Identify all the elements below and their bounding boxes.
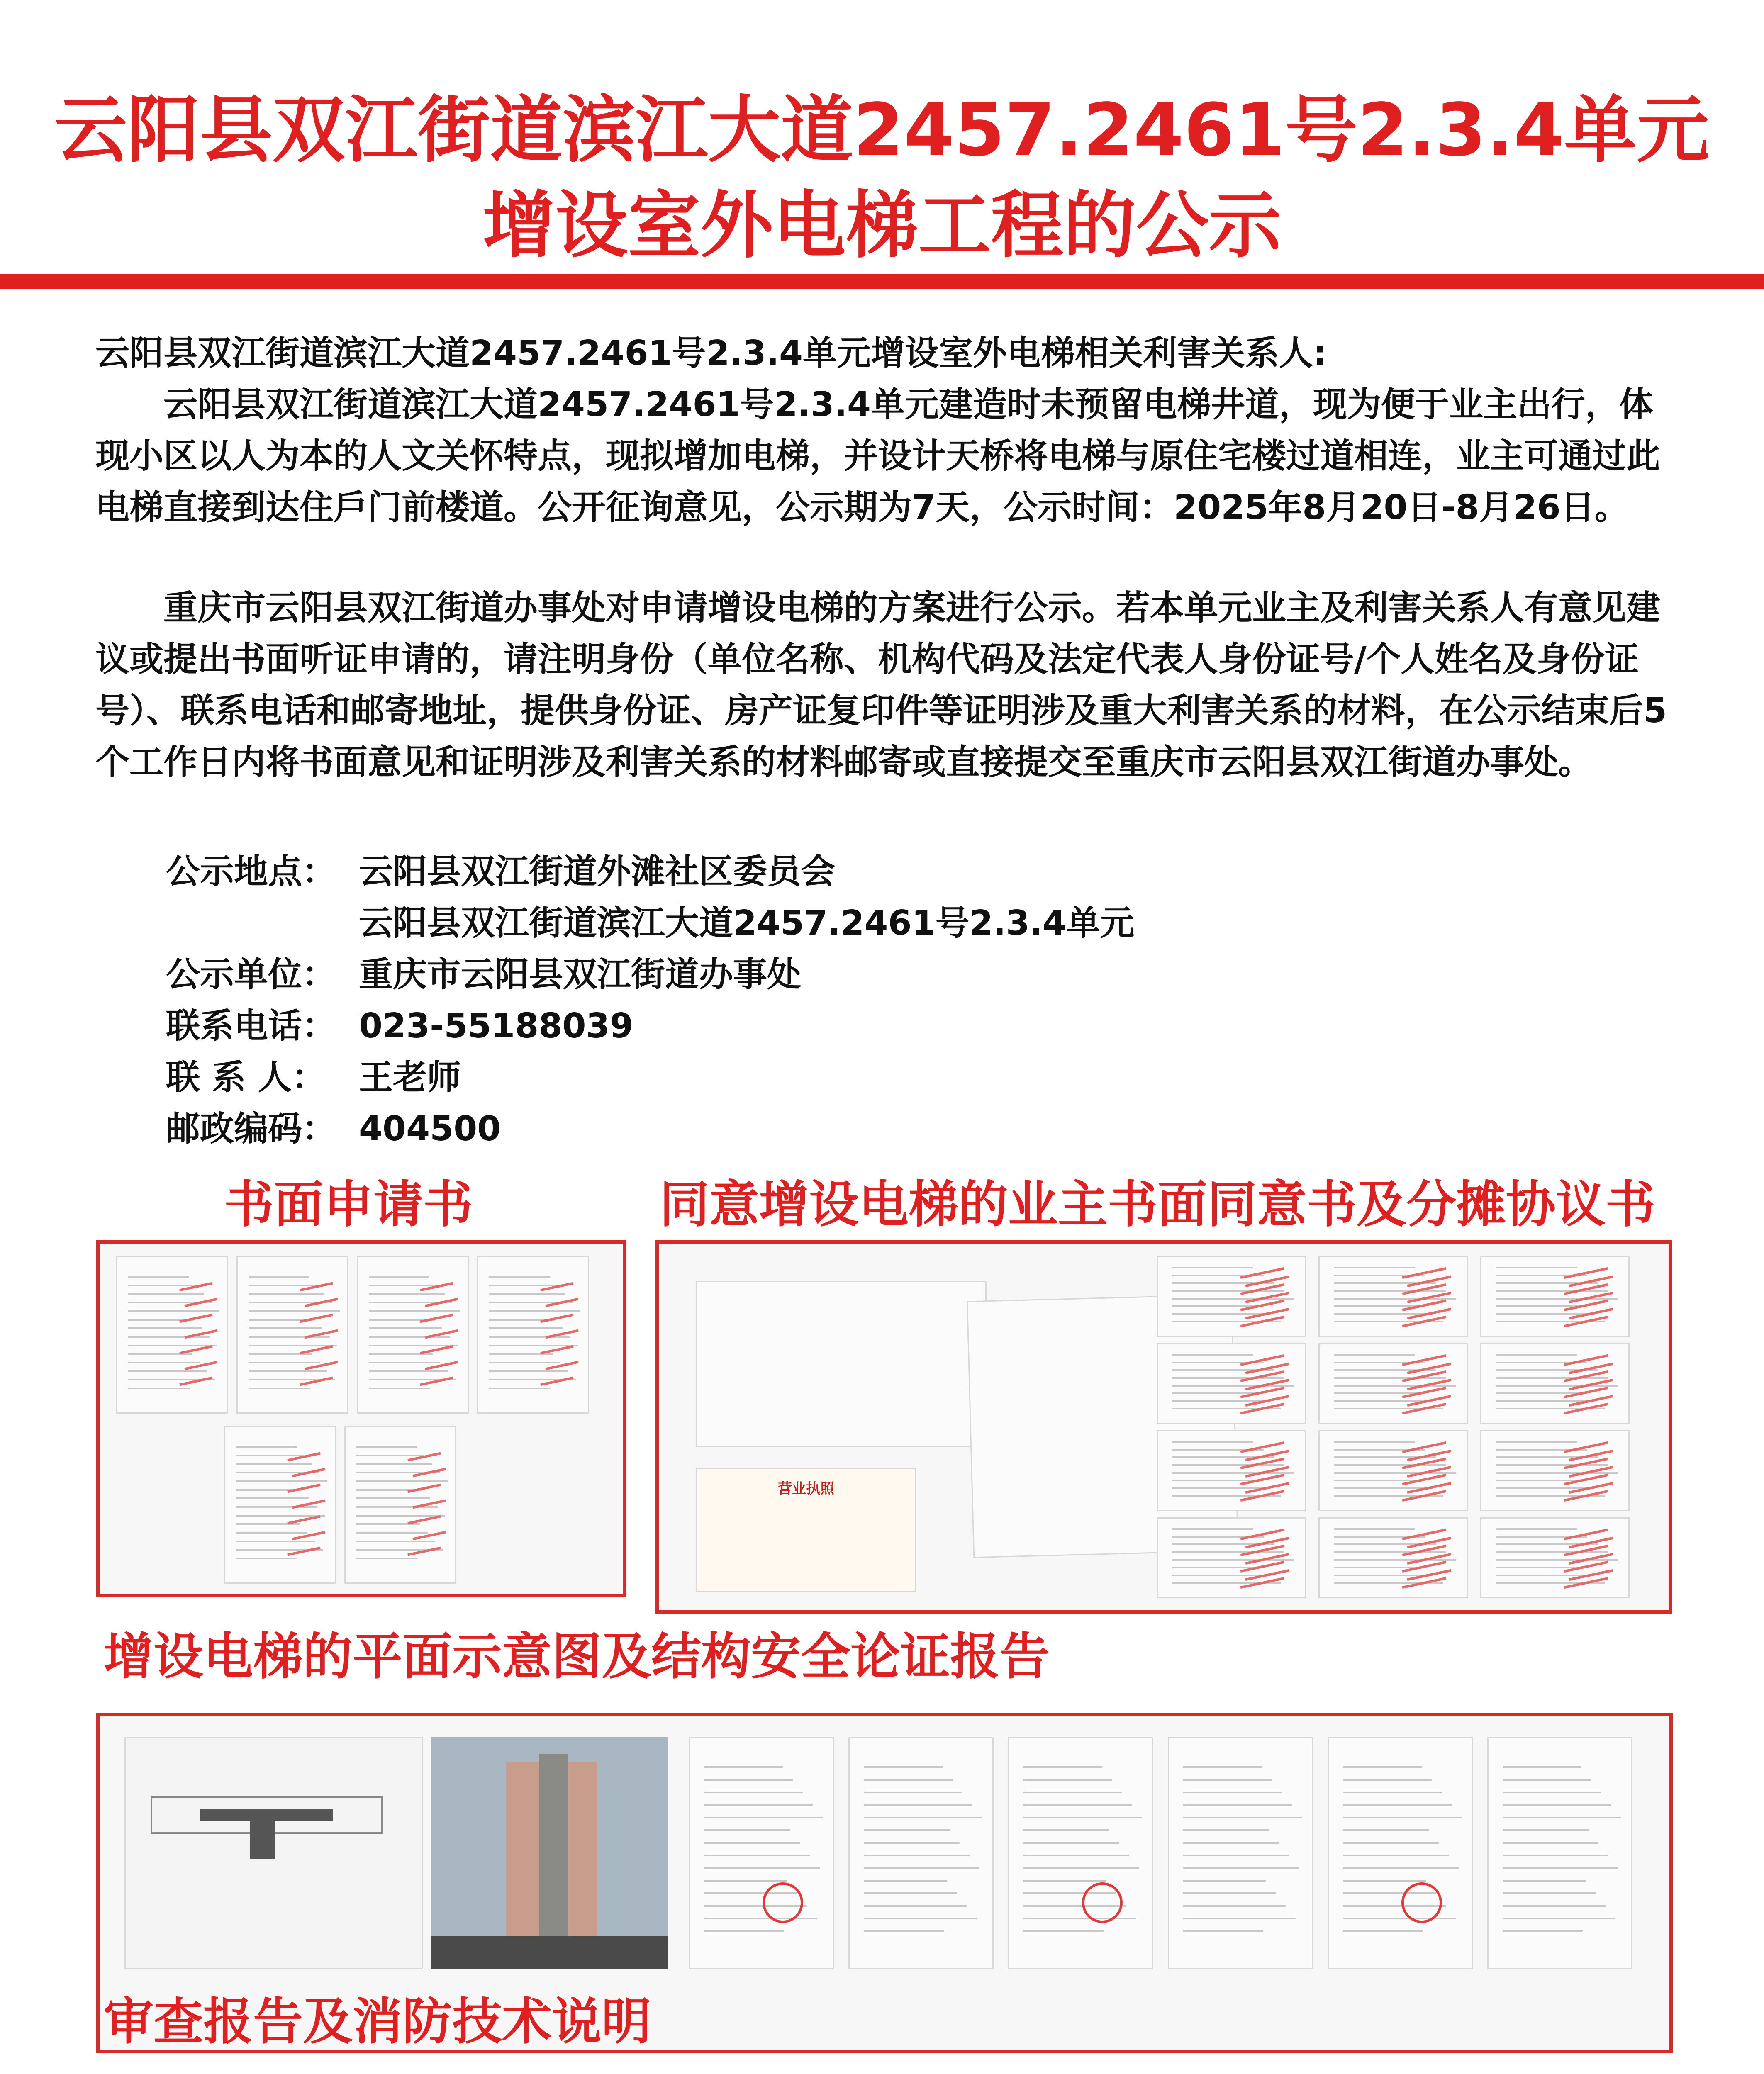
person-value: 王老师 [359, 1058, 461, 1097]
document-text-line [864, 1918, 977, 1919]
document-text-line [369, 1327, 442, 1329]
document-text-line [1172, 1354, 1253, 1356]
document-text-line [1496, 1298, 1618, 1300]
document-text-line [128, 1362, 200, 1363]
structural-report-page [848, 1737, 994, 1969]
document-text-line [236, 1446, 296, 1448]
document-text-line [369, 1345, 458, 1346]
document-text-line [1023, 1930, 1104, 1932]
document-text-line [1334, 1267, 1415, 1268]
document-text-line [1496, 1354, 1577, 1356]
document-text-line [1343, 1829, 1428, 1831]
document-text-line [1343, 1880, 1426, 1882]
signature-mark [179, 1377, 212, 1386]
contact-person [166, 1052, 461, 1103]
document-text-line [1496, 1559, 1618, 1561]
location-label: 公示地点： [166, 852, 336, 891]
signature-mark [1402, 1441, 1447, 1453]
document-text-line [236, 1480, 327, 1482]
document-text-line [1183, 1779, 1272, 1781]
document-text-line [128, 1310, 219, 1312]
document-text-line [704, 1804, 812, 1806]
application-form-page [236, 1256, 348, 1414]
document-text-line [1172, 1472, 1294, 1474]
document-text-line [1023, 1867, 1139, 1869]
document-text-line [864, 1766, 942, 1768]
document-text-line [1183, 1855, 1289, 1856]
signature-mark [407, 1452, 441, 1462]
document-text-line [1496, 1551, 1608, 1553]
document-text-line [489, 1285, 557, 1286]
owner-consent-page [1480, 1343, 1630, 1424]
document-text-line [704, 1880, 787, 1882]
document-text-line [1496, 1385, 1618, 1387]
document-text-line [1343, 1918, 1456, 1919]
document-text-line [864, 1779, 952, 1781]
document-text-line [369, 1276, 429, 1278]
signature-mark [300, 1314, 333, 1323]
document-text-line [1503, 1918, 1615, 1919]
postcode-label: 邮政编码： [166, 1109, 336, 1149]
document-text-line [704, 1817, 823, 1818]
document-text-line [1172, 1385, 1294, 1387]
owner-consent-page [1480, 1517, 1630, 1598]
section-title-review: 审查报告及消防技术说明 [104, 1993, 651, 2051]
document-text-line [369, 1310, 460, 1312]
document-text-line [1503, 1880, 1586, 1882]
document-text-line [236, 1558, 297, 1559]
signature-mark [179, 1282, 212, 1292]
document-text-line [1023, 1918, 1136, 1919]
document-text-line [1503, 1829, 1588, 1831]
document-text-line [1183, 1892, 1276, 1894]
signature-mark [407, 1484, 441, 1493]
document-text-line [1334, 1464, 1446, 1466]
document-text-line [236, 1506, 317, 1508]
signature-mark [1240, 1529, 1285, 1540]
document-text-line [489, 1336, 570, 1338]
location-value-1: 云阳县双江街道外滩社区委员会 [359, 852, 836, 891]
document-text-line [356, 1532, 428, 1534]
signature-mark [1402, 1267, 1447, 1279]
document-text-line [1172, 1377, 1284, 1379]
document-text-line [369, 1388, 430, 1389]
contact-unit [166, 949, 801, 1000]
signature-mark [1240, 1441, 1285, 1453]
building-photo [431, 1737, 668, 1969]
owner-consent-page [1480, 1256, 1630, 1337]
document-text-line [1023, 1842, 1119, 1844]
unit-value: 重庆市云阳县双江街道办事处 [359, 955, 802, 994]
document-text-line [1334, 1472, 1456, 1474]
signature-mark [420, 1377, 453, 1386]
owner-consent-page [1318, 1256, 1468, 1337]
document-text-line [128, 1285, 196, 1286]
document-text-line [1343, 1792, 1441, 1793]
section-title-consent: 同意增设电梯的业主书面同意书及分摊协议书 [660, 1176, 1655, 1234]
document-text-line [128, 1370, 207, 1372]
document-text-line [1023, 1817, 1142, 1818]
document-text-line [1496, 1290, 1608, 1292]
document-text-line [1496, 1464, 1608, 1466]
document-text-line [236, 1497, 309, 1499]
document-text-line [1023, 1804, 1132, 1806]
document-text-line [1343, 1930, 1423, 1932]
phone-label: 联系电话： [166, 1006, 336, 1046]
document-text-line [1503, 1817, 1621, 1818]
document-text-line [704, 1766, 782, 1768]
document-text-line [128, 1293, 204, 1295]
document-text-line [1172, 1290, 1284, 1292]
title-divider [0, 274, 1764, 289]
structural-report-page [1487, 1737, 1632, 1969]
document-text-line [249, 1370, 327, 1372]
notice-title-line1: 云阳县双江街道滨江大道2457.2461号2.3.4单元 [54, 88, 1710, 173]
signature-mark [1564, 1441, 1608, 1453]
document-text-line [1343, 1817, 1462, 1818]
document-text-line [489, 1345, 578, 1346]
signature-mark [300, 1377, 333, 1386]
document-text-line [489, 1293, 565, 1295]
document-text-line [236, 1532, 307, 1534]
signature-mark [287, 1515, 320, 1525]
structural-report-page [689, 1737, 834, 1969]
signature-mark [407, 1515, 441, 1525]
document-text-line [128, 1388, 190, 1389]
document-text-line [489, 1388, 551, 1389]
document-text-line [1496, 1528, 1577, 1530]
document-text-line [1503, 1804, 1611, 1806]
signature-mark [407, 1547, 441, 1556]
document-text-line [369, 1336, 450, 1338]
signature-mark [287, 1452, 320, 1462]
postcode-value: 404500 [359, 1109, 501, 1149]
document-text-line [489, 1327, 563, 1329]
document-text-line [1172, 1464, 1284, 1466]
document-text-line [1343, 1842, 1438, 1844]
credit-certificate-image [696, 1281, 987, 1447]
signature-mark [300, 1345, 333, 1355]
document-text-line [864, 1892, 957, 1894]
document-text-line [1334, 1441, 1415, 1443]
document-text-line [1172, 1559, 1294, 1561]
business-license-title: 营业执照 [778, 1480, 834, 1497]
signature-mark [420, 1345, 453, 1355]
signature-mark [1402, 1354, 1447, 1366]
document-text-line [128, 1336, 209, 1338]
document-text-line [1183, 1792, 1282, 1793]
document-text-line [489, 1276, 549, 1278]
elevator-floor-plan-image [124, 1737, 423, 1969]
signature-mark [1564, 1529, 1608, 1540]
signature-mark [420, 1282, 453, 1292]
document-text-line [128, 1327, 202, 1329]
signature-mark [540, 1377, 573, 1386]
application-form-page [357, 1256, 469, 1414]
signature-mark [1402, 1529, 1447, 1540]
document-text-line [864, 1792, 962, 1793]
signature-mark [287, 1547, 320, 1556]
document-text-line [128, 1345, 217, 1346]
document-text-line [356, 1455, 424, 1456]
notice-addressee: 云阳县双江街道滨江大道2457.2461号2.3.4单元增设室外电梯相关利害关系人: [95, 333, 1327, 373]
document-text-line [1183, 1918, 1296, 1919]
document-text-line [704, 1842, 799, 1844]
document-text-line [1496, 1472, 1618, 1474]
document-text-line [356, 1558, 418, 1559]
document-text-line [1343, 1804, 1451, 1806]
person-label: 联 系 人： [166, 1058, 326, 1097]
notice-paragraph-1: 云阳县双江街道滨江大道2457.2461号2.3.4单元建造时未预留电梯井道，现为便于业主出行，体现小区以人为本的人文关怀特点，现拟增加电梯，并设计天桥将电梯与原住宅楼过道相连，业主可通过此电梯直接到达住戶门前楼道。公开征询意见，公示期为7天，公示时间：2025年8月20日-8月26日。 [95, 385, 1661, 527]
document-text-line [1334, 1551, 1446, 1553]
document-text-line [1343, 1855, 1449, 1856]
document-text-line [1343, 1766, 1421, 1768]
red-seal-stamp [1401, 1882, 1442, 1923]
document-text-line [249, 1310, 339, 1312]
red-seal-stamp [1082, 1882, 1123, 1923]
document-text-line [489, 1310, 580, 1312]
document-text-line [1503, 1792, 1601, 1793]
owner-consent-page [1318, 1343, 1468, 1424]
document-text-line [1334, 1290, 1446, 1292]
document-text-line [704, 1918, 817, 1919]
document-text-line [249, 1285, 317, 1286]
notice-paragraph-2: 重庆市云阳县双江街道办事处对申请增设电梯的方案进行公示。若本单元业主及利害关系人有意见建议或提出书面听证申请的，请注明身份（单位名称、机构代码及法定代表人身份证号/个人姓名及身份证号）、联系电话和邮寄地址，提供身份证、房产证复印件等证明涉及重大利害关系的材料，在公示结束后5个工作日内将书面意见和证明涉及利害关系的材料邮寄或直接提交至重庆市云阳县双江街道办事处。 [95, 588, 1667, 782]
owner-consent-page [1157, 1430, 1306, 1511]
document-text-line [369, 1293, 444, 1295]
document-text-line [1023, 1829, 1109, 1831]
owner-consent-page [1480, 1430, 1630, 1511]
document-text-line [1183, 1867, 1299, 1869]
document-text-line [704, 1829, 789, 1831]
location-value-2: 云阳县双江街道滨江大道2457.2461号2.3.4单元 [359, 903, 1135, 943]
owner-consent-page [1157, 1517, 1306, 1598]
document-text-line [1023, 1766, 1102, 1768]
document-text-line [864, 1867, 979, 1869]
document-text-line [1183, 1930, 1263, 1932]
consent-docs-panel [655, 1240, 1672, 1614]
signature-mark [300, 1282, 333, 1292]
document-text-line [1334, 1377, 1446, 1379]
structural-report-page [1328, 1737, 1473, 1969]
document-text-line [369, 1362, 440, 1363]
document-text-line [1183, 1842, 1279, 1844]
signature-mark [540, 1314, 573, 1323]
document-text-line [704, 1855, 810, 1856]
document-text-line [1334, 1298, 1456, 1300]
owner-consent-page [1157, 1256, 1306, 1337]
document-text-line [249, 1362, 320, 1363]
document-text-line [356, 1497, 430, 1499]
red-seal-stamp [763, 1882, 803, 1923]
document-text-line [1023, 1779, 1112, 1781]
document-text-line [704, 1792, 802, 1793]
application-docs-panel [96, 1240, 626, 1597]
document-text-line [1503, 1930, 1583, 1932]
document-text-line [236, 1455, 304, 1456]
application-form-page [344, 1426, 456, 1584]
unit-label: 公示单位： [166, 955, 336, 994]
document-text-line [1496, 1267, 1577, 1268]
document-text-line [704, 1867, 820, 1869]
document-text-line [489, 1370, 568, 1372]
document-text-line [1334, 1385, 1456, 1387]
document-text-line [1183, 1766, 1262, 1768]
business-license-image [696, 1468, 916, 1592]
document-text-line [1503, 1842, 1598, 1844]
signature-mark [287, 1484, 320, 1493]
document-text-line [864, 1880, 947, 1882]
document-text-line [1023, 1792, 1122, 1793]
floor-plan-elevator-shaft [250, 1821, 275, 1859]
owner-consent-page [1157, 1343, 1306, 1424]
document-text-line [1183, 1905, 1286, 1907]
signature-mark [179, 1345, 212, 1355]
document-text-line [1496, 1377, 1608, 1379]
contact-location-2 [166, 898, 1134, 949]
document-text-line [704, 1930, 784, 1932]
document-text-line [369, 1285, 437, 1286]
document-text-line [128, 1276, 188, 1278]
signature-mark [179, 1314, 212, 1323]
document-text-line [1023, 1855, 1129, 1856]
document-text-line [356, 1515, 445, 1517]
document-text-line [864, 1829, 949, 1831]
document-text-line [864, 1855, 970, 1856]
notice-title-line2: 增设室外电梯工程的公示 [482, 184, 1282, 268]
document-text-line [1503, 1779, 1591, 1781]
elevator-tower [539, 1754, 568, 1945]
section-title-plan: 增设电梯的平面示意图及结构安全论证报告 [104, 1628, 1050, 1686]
document-text-line [236, 1541, 315, 1542]
document-text-line [1343, 1867, 1459, 1869]
floor-plan-corridor [200, 1809, 333, 1821]
document-text-line [236, 1515, 325, 1517]
document-text-line [249, 1345, 337, 1346]
document-text-line [864, 1905, 967, 1907]
document-text-line [864, 1817, 982, 1818]
signature-mark [420, 1314, 453, 1323]
document-text-line [356, 1480, 447, 1482]
document-text-line [864, 1804, 972, 1806]
document-text-line [249, 1336, 329, 1338]
document-text-line [356, 1541, 435, 1542]
document-text-line [1172, 1528, 1253, 1530]
application-form-page [477, 1256, 589, 1414]
document-text-line [249, 1276, 309, 1278]
document-text-line [1172, 1267, 1253, 1268]
document-text-line [369, 1370, 448, 1372]
contact-phone [166, 1000, 633, 1052]
document-text-line [236, 1463, 312, 1465]
document-text-line [1183, 1817, 1302, 1818]
structural-report-page [1008, 1737, 1153, 1969]
owner-consent-page [1318, 1517, 1468, 1598]
document-text-line [356, 1506, 437, 1508]
document-text-line [249, 1293, 324, 1295]
application-form-page [116, 1256, 228, 1414]
document-text-line [1334, 1528, 1415, 1530]
section-title-application: 书面申请书 [224, 1176, 473, 1234]
document-text-line [864, 1930, 944, 1932]
document-text-line [1503, 1867, 1618, 1869]
document-text-line [1183, 1804, 1291, 1806]
document-text-line [1172, 1441, 1253, 1443]
document-text-line [1334, 1559, 1456, 1561]
document-text-line [1496, 1441, 1577, 1443]
document-text-line [1183, 1829, 1269, 1831]
document-text-line [249, 1327, 322, 1329]
document-text-line [1503, 1905, 1606, 1907]
contact-location-1 [166, 846, 835, 898]
signature-mark [540, 1282, 573, 1292]
signature-mark [1240, 1354, 1285, 1366]
document-text-line [1503, 1766, 1581, 1768]
document-text-line [1023, 1880, 1106, 1882]
application-form-page [224, 1426, 336, 1584]
document-text-line [1503, 1892, 1596, 1894]
street-cars [431, 1936, 668, 1969]
document-text-line [704, 1779, 792, 1781]
document-text-line [1343, 1779, 1431, 1781]
document-text-line [1172, 1551, 1284, 1553]
contact-postcode [166, 1103, 501, 1155]
signature-mark [1240, 1267, 1285, 1279]
document-text-line [356, 1446, 417, 1448]
document-text-line [249, 1388, 310, 1389]
document-text-line [1172, 1298, 1294, 1300]
document-text-line [356, 1463, 432, 1465]
document-text-line [489, 1362, 560, 1363]
document-text-line [1334, 1354, 1415, 1356]
document-text-line [1183, 1880, 1266, 1882]
owner-consent-page [1318, 1430, 1468, 1511]
signature-mark [1564, 1267, 1608, 1279]
signature-mark [1564, 1354, 1608, 1366]
document-text-line [864, 1842, 959, 1844]
structural-report-page [1168, 1737, 1313, 1969]
signature-mark [540, 1345, 573, 1355]
phone-value: 023-55188039 [359, 1006, 633, 1046]
document-text-line [1503, 1855, 1608, 1856]
